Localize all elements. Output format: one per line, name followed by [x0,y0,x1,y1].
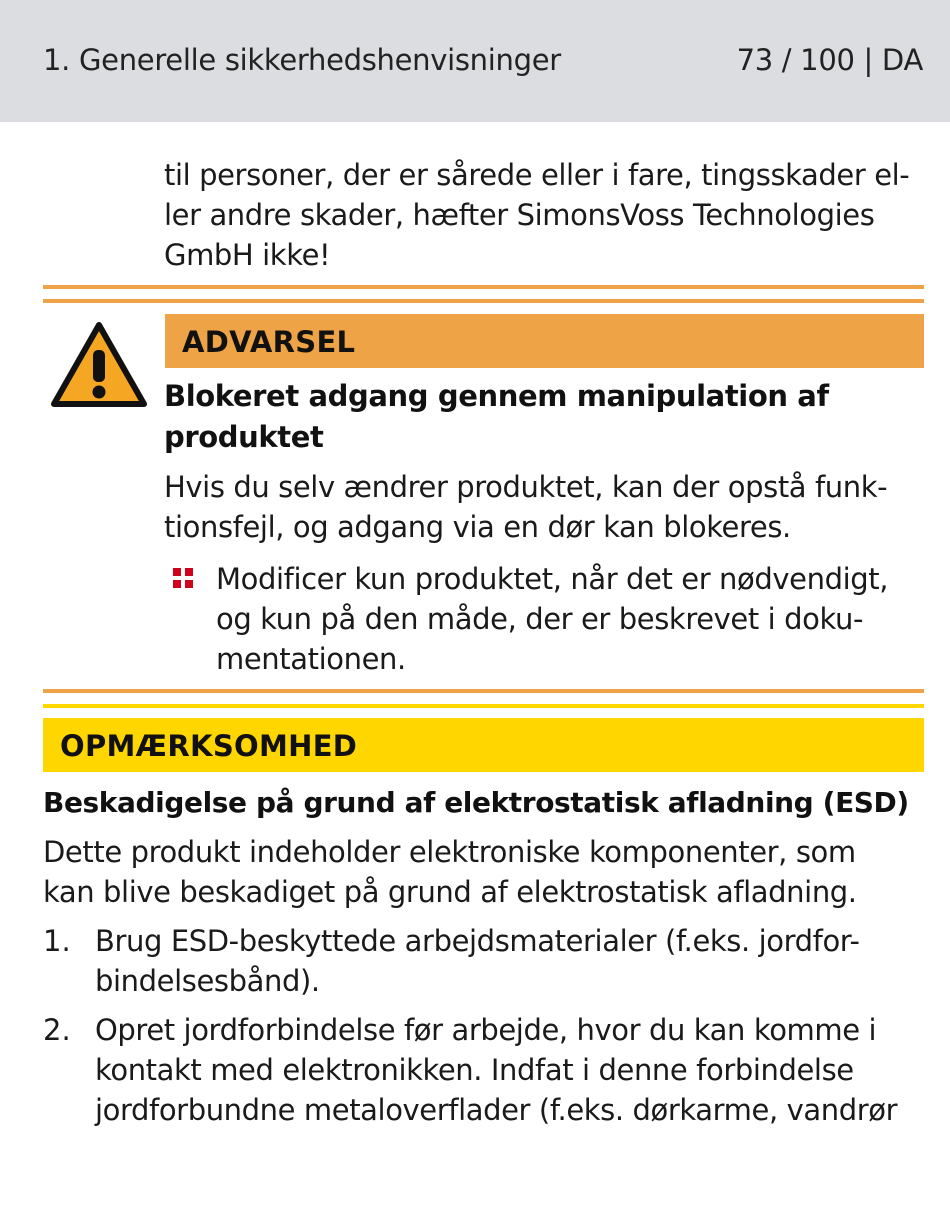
step-1-line-2: bindelsesbånd). [95,964,320,998]
intro-line-2: ler andre skader, hæfter SimonsVoss Technologies [164,198,875,232]
warning-heading-line-1: Blokeret adgang gennem manipulation af [164,379,829,413]
notice-body-line-1: Dette produkt indeholder elektroniske komponenter, som [43,835,856,869]
page-header [0,0,950,122]
warning-top-rule-1 [43,285,924,289]
page-number: 73 / 100 | DA [736,43,923,77]
warning-bullet-line-1: Modificer kun produktet, når det er nødvendigt, [216,562,889,596]
notice-label: OPMÆRKSOMHED [60,729,358,763]
warning-top-rule-2 [43,299,924,303]
warning-label: ADVARSEL [182,325,356,359]
notice-heading: Beskadigelse på grund af elektrostatisk afladning (ESD) [43,786,909,819]
intro-line-3: GmbH ikke! [164,238,331,272]
intro-line-1: til personer, der er sårede eller i fare, tingsskader el- [164,158,910,192]
warning-bullet-line-3: mentationen. [216,642,406,676]
step-2-line-1: Opret jordforbindelse før arbejde, hvor du kan komme i [95,1013,877,1047]
notice-body-line-2: kan blive beskadiget på grund af elektrostatisk afladning. [43,875,857,909]
step-number-2: 2. [43,1013,71,1047]
step-number-1: 1. [43,924,71,958]
notice-top-rule [43,704,924,708]
warning-body-line-1: Hvis du selv ændrer produktet, kan der opstå funk- [164,470,888,504]
step-2-line-3: jordforbundne metaloverflader (f.eks. dørkarme, vandrør [95,1093,898,1127]
warning-band [165,314,924,368]
warning-bottom-rule [43,689,924,693]
warning-bullet-line-2: og kun på den måde, der er beskrevet i doku- [216,602,864,636]
section-title: 1. Generelle sikkerhedshenvisninger [43,43,561,77]
step-2-line-2: kontakt med elektronikken. Indfat i denne forbindelse [95,1053,854,1087]
bullet-icon [173,568,193,588]
notice-band [43,718,924,772]
warning-triangle-icon [50,320,148,408]
step-1-line-1: Brug ESD-beskyttede arbejdsmaterialer (f.eks. jordfor- [95,924,860,958]
warning-heading-line-2: produktet [164,420,324,454]
warning-body-line-2: tionsfejl, og adgang via en dør kan blokeres. [164,510,791,544]
